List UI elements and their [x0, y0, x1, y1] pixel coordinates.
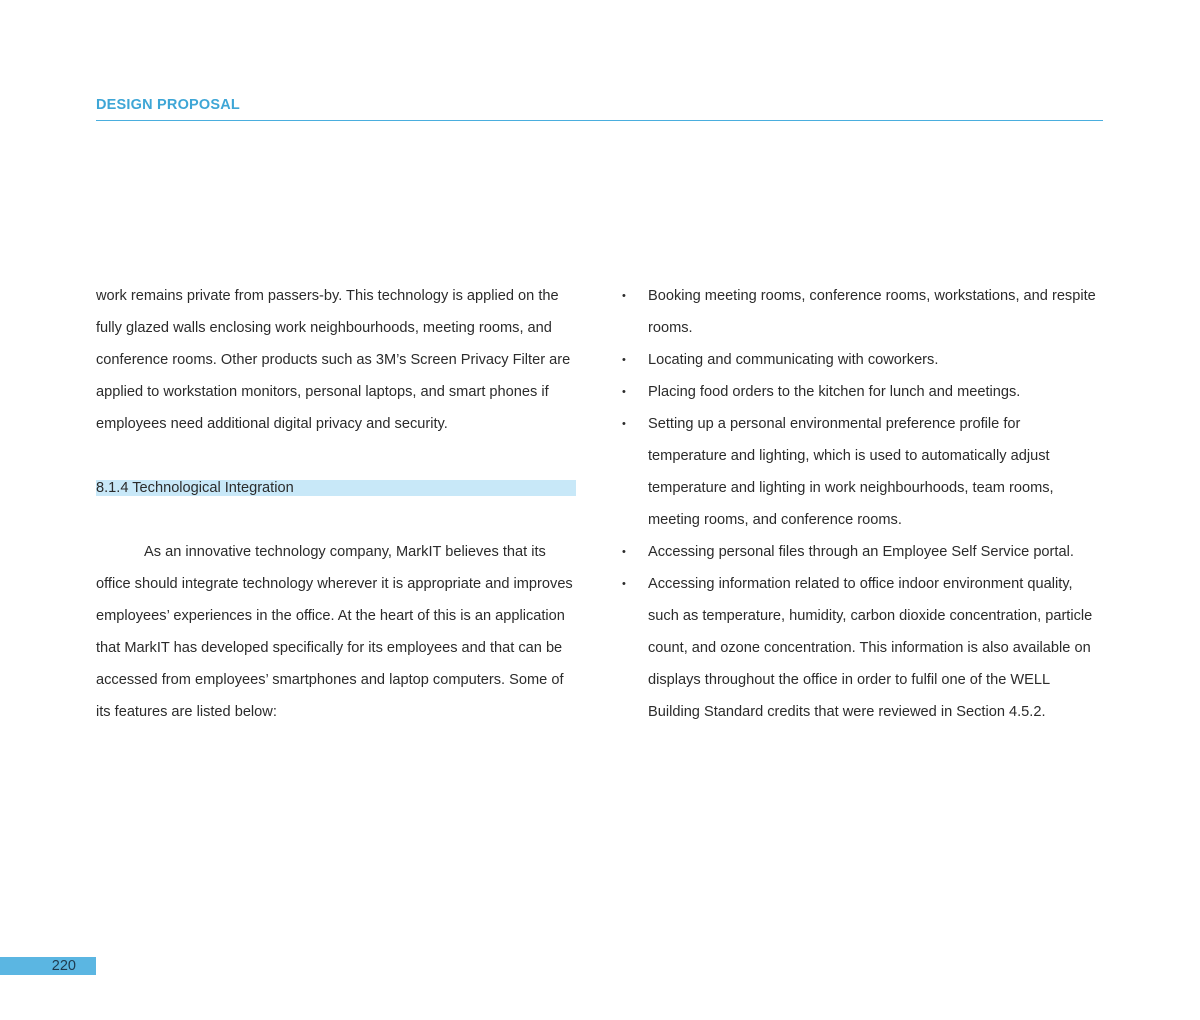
section-heading: 8.1.4 Technological Integration — [96, 480, 576, 496]
feature-text: Accessing personal files through an Employee Self Service portal. — [648, 544, 1074, 560]
continuation-paragraph: work remains private from passers-by. This technology is applied on the fully glazed walls enclosing work neighbourhoods, meeting rooms, and conference rooms. Other products such as 3M’s Screen Privacy Filter are applied to workstation monitors, personal laptops, and smart phones if employees need additional digital privacy and security. — [96, 288, 571, 432]
page-number: 220 — [51, 958, 76, 974]
paragraph-spacer — [96, 504, 576, 536]
running-header-title: DESIGN PROPOSAL — [96, 97, 240, 113]
feature-list — [620, 280, 1100, 728]
list-item — [620, 376, 1100, 408]
left-column — [96, 280, 576, 728]
header-divider — [96, 120, 1103, 121]
feature-text: Accessing information related to office indoor environment quality, such as temperature, humidity, carbon dioxide concentration, particle count, and ozone concentration. This information is also available on displays throughout the office in order to fulfil one of the WELL Building Standard credits that were reviewed in Section 4.5.2. — [648, 576, 1093, 720]
list-item — [620, 344, 1100, 376]
list-item — [620, 568, 1100, 728]
bullet-icon: • — [622, 386, 626, 398]
bullet-icon: • — [622, 354, 626, 366]
list-item — [620, 280, 1100, 344]
feature-text: Locating and communicating with coworkers. — [648, 352, 939, 368]
intro-paragraph: As an innovative technology company, MarkIT believes that its office should integrate technology wherever it is appropriate and improves employees’ experiences in the office. At the heart of this is an application that MarkIT has developed specifically for its employees and that can be accessed from employees’ smartphones and laptop computers. Some of its features are listed below: — [96, 544, 573, 720]
list-item — [620, 536, 1100, 568]
right-column — [620, 280, 1100, 728]
bullet-icon: • — [622, 546, 626, 558]
list-item — [620, 408, 1100, 536]
feature-text: Setting up a personal environmental preference profile for temperature and lighting, which is used to automatically adjust temperature and lighting in work neighbourhoods, team rooms, meeting rooms, and conference rooms. — [648, 416, 1054, 528]
paragraph-spacer — [96, 440, 576, 472]
feature-text: Placing food orders to the kitchen for lunch and meetings. — [648, 384, 1021, 400]
bullet-icon: • — [622, 290, 626, 302]
bullet-icon: • — [622, 578, 626, 590]
bullet-icon: • — [622, 418, 626, 430]
feature-text: Booking meeting rooms, conference rooms, workstations, and respite rooms. — [648, 288, 1096, 336]
